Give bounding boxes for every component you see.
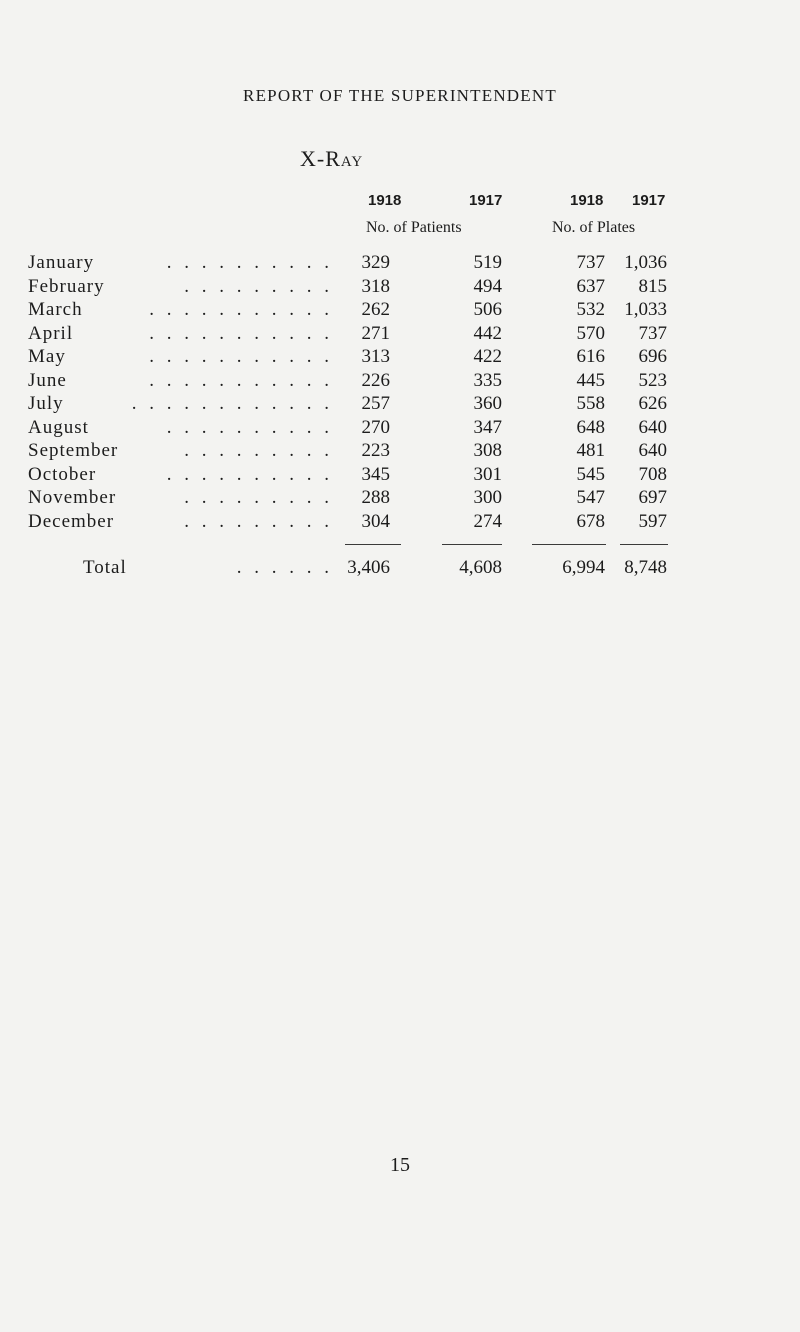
patients-1918-cell: 318	[361, 276, 390, 297]
patients-1918-cell: 304	[361, 511, 390, 532]
plates-1917-cell: 737	[638, 323, 667, 344]
month-label: April	[28, 323, 74, 344]
total-plates-1917: 8,748	[624, 557, 667, 578]
total-plates-1918: 6,994	[562, 557, 605, 578]
patients-1917-cell: 519	[473, 252, 502, 273]
leader-dots: . . . . . . . . . . .	[149, 299, 333, 320]
column-year-patients-1917: 1917	[469, 192, 503, 209]
patients-1917-cell: 308	[473, 440, 502, 461]
table-row	[0, 464, 800, 488]
total-patients-1917: 4,608	[459, 557, 502, 578]
leader-dots: . . . . . . . . . . .	[149, 323, 333, 344]
plates-1918-cell: 445	[576, 370, 605, 391]
patients-1918-cell: 313	[361, 346, 390, 367]
group-label-patients: No. of Patients	[366, 219, 462, 236]
month-label: September	[28, 440, 119, 461]
month-label: December	[28, 511, 115, 532]
group-label-plates: No. of Plates	[552, 219, 636, 236]
page-header: REPORT OF THE SUPERINTENDENT	[243, 86, 557, 105]
total-rule	[345, 544, 401, 545]
patients-1918-cell: 271	[361, 323, 390, 344]
leader-dots: . . . . . . . . . .	[166, 417, 333, 438]
month-label: June	[28, 370, 67, 391]
plates-1918-cell: 616	[576, 346, 605, 367]
plates-1917-cell: 640	[638, 417, 667, 438]
table-row	[0, 252, 800, 276]
plates-1918-cell: 570	[576, 323, 605, 344]
leader-dots: . . . . . . . . . .	[166, 252, 333, 273]
patients-1918-cell: 329	[361, 252, 390, 273]
patients-1918-cell: 223	[361, 440, 390, 461]
table-row	[0, 323, 800, 347]
table-row	[0, 370, 800, 394]
plates-1917-cell: 523	[638, 370, 667, 391]
patients-1918-cell: 262	[361, 299, 390, 320]
leader-dots: . . . . . . . . . . .	[149, 370, 333, 391]
month-label: August	[28, 417, 89, 438]
plates-1917-cell: 626	[638, 393, 667, 414]
patients-1918-cell: 257	[361, 393, 390, 414]
patients-1917-cell: 274	[473, 511, 502, 532]
plates-1918-cell: 737	[576, 252, 605, 273]
patients-1918-cell: 345	[361, 464, 390, 485]
leader-dots: . . . . . . . . . . . .	[131, 393, 333, 414]
plates-1918-cell: 558	[576, 393, 605, 414]
column-year-plates-1917: 1917	[632, 192, 666, 209]
total-rule	[620, 544, 668, 545]
section-title: X-Ray	[300, 146, 364, 171]
table-row	[0, 299, 800, 323]
leader-dots: . . . . . . . . .	[184, 487, 333, 508]
plates-1918-cell: 637	[576, 276, 605, 297]
patients-1917-cell: 494	[473, 276, 502, 297]
leader-dots: . . . . . . . . .	[184, 276, 333, 297]
patients-1917-cell: 422	[473, 346, 502, 367]
plates-1917-cell: 815	[638, 276, 667, 297]
table-row	[0, 417, 800, 441]
patients-1917-cell: 506	[473, 299, 502, 320]
plates-1917-cell: 640	[638, 440, 667, 461]
total-label: Total	[83, 557, 127, 578]
total-rule	[442, 544, 502, 545]
plates-1918-cell: 545	[576, 464, 605, 485]
plates-1918-cell: 547	[576, 487, 605, 508]
patients-1918-cell: 270	[361, 417, 390, 438]
table-row	[0, 346, 800, 370]
table-row	[0, 440, 800, 464]
plates-1918-cell: 678	[576, 511, 605, 532]
month-label: May	[28, 346, 66, 367]
plates-1918-cell: 481	[576, 440, 605, 461]
plates-1917-cell: 1,033	[624, 299, 667, 320]
plates-1917-cell: 1,036	[624, 252, 667, 273]
leader-dots: . . . . . . . . . . .	[149, 346, 333, 367]
column-year-plates-1918: 1918	[570, 192, 604, 209]
plates-1918-cell: 532	[576, 299, 605, 320]
page-number: 15	[390, 1154, 410, 1176]
plates-1917-cell: 708	[638, 464, 667, 485]
leader-dots: . . . . . . . . .	[184, 440, 333, 461]
month-label: November	[28, 487, 117, 508]
column-year-patients-1918: 1918	[368, 192, 402, 209]
patients-1917-cell: 300	[473, 487, 502, 508]
month-label: March	[28, 299, 83, 320]
leader-dots: . . . . . . . . . .	[166, 464, 333, 485]
month-label: July	[28, 393, 64, 414]
patients-1917-cell: 360	[473, 393, 502, 414]
plates-1918-cell: 648	[576, 417, 605, 438]
patients-1918-cell: 288	[361, 487, 390, 508]
table-row	[0, 276, 800, 300]
total-patients-1918: 3,406	[347, 557, 390, 578]
leader-dots: . . . . . .	[236, 557, 333, 578]
total-rule	[532, 544, 606, 545]
leader-dots: . . . . . . . . .	[184, 511, 333, 532]
table-row	[0, 511, 800, 535]
patients-1917-cell: 442	[473, 323, 502, 344]
month-label: October	[28, 464, 97, 485]
month-label: January	[28, 252, 95, 273]
patients-1918-cell: 226	[361, 370, 390, 391]
table-row	[0, 393, 800, 417]
patients-1917-cell: 347	[473, 417, 502, 438]
plates-1917-cell: 697	[638, 487, 667, 508]
plates-1917-cell: 597	[638, 511, 667, 532]
table-row	[0, 487, 800, 511]
patients-1917-cell: 301	[473, 464, 502, 485]
plates-1917-cell: 696	[638, 346, 667, 367]
month-label: February	[28, 276, 105, 297]
total-row	[0, 557, 800, 583]
patients-1917-cell: 335	[473, 370, 502, 391]
